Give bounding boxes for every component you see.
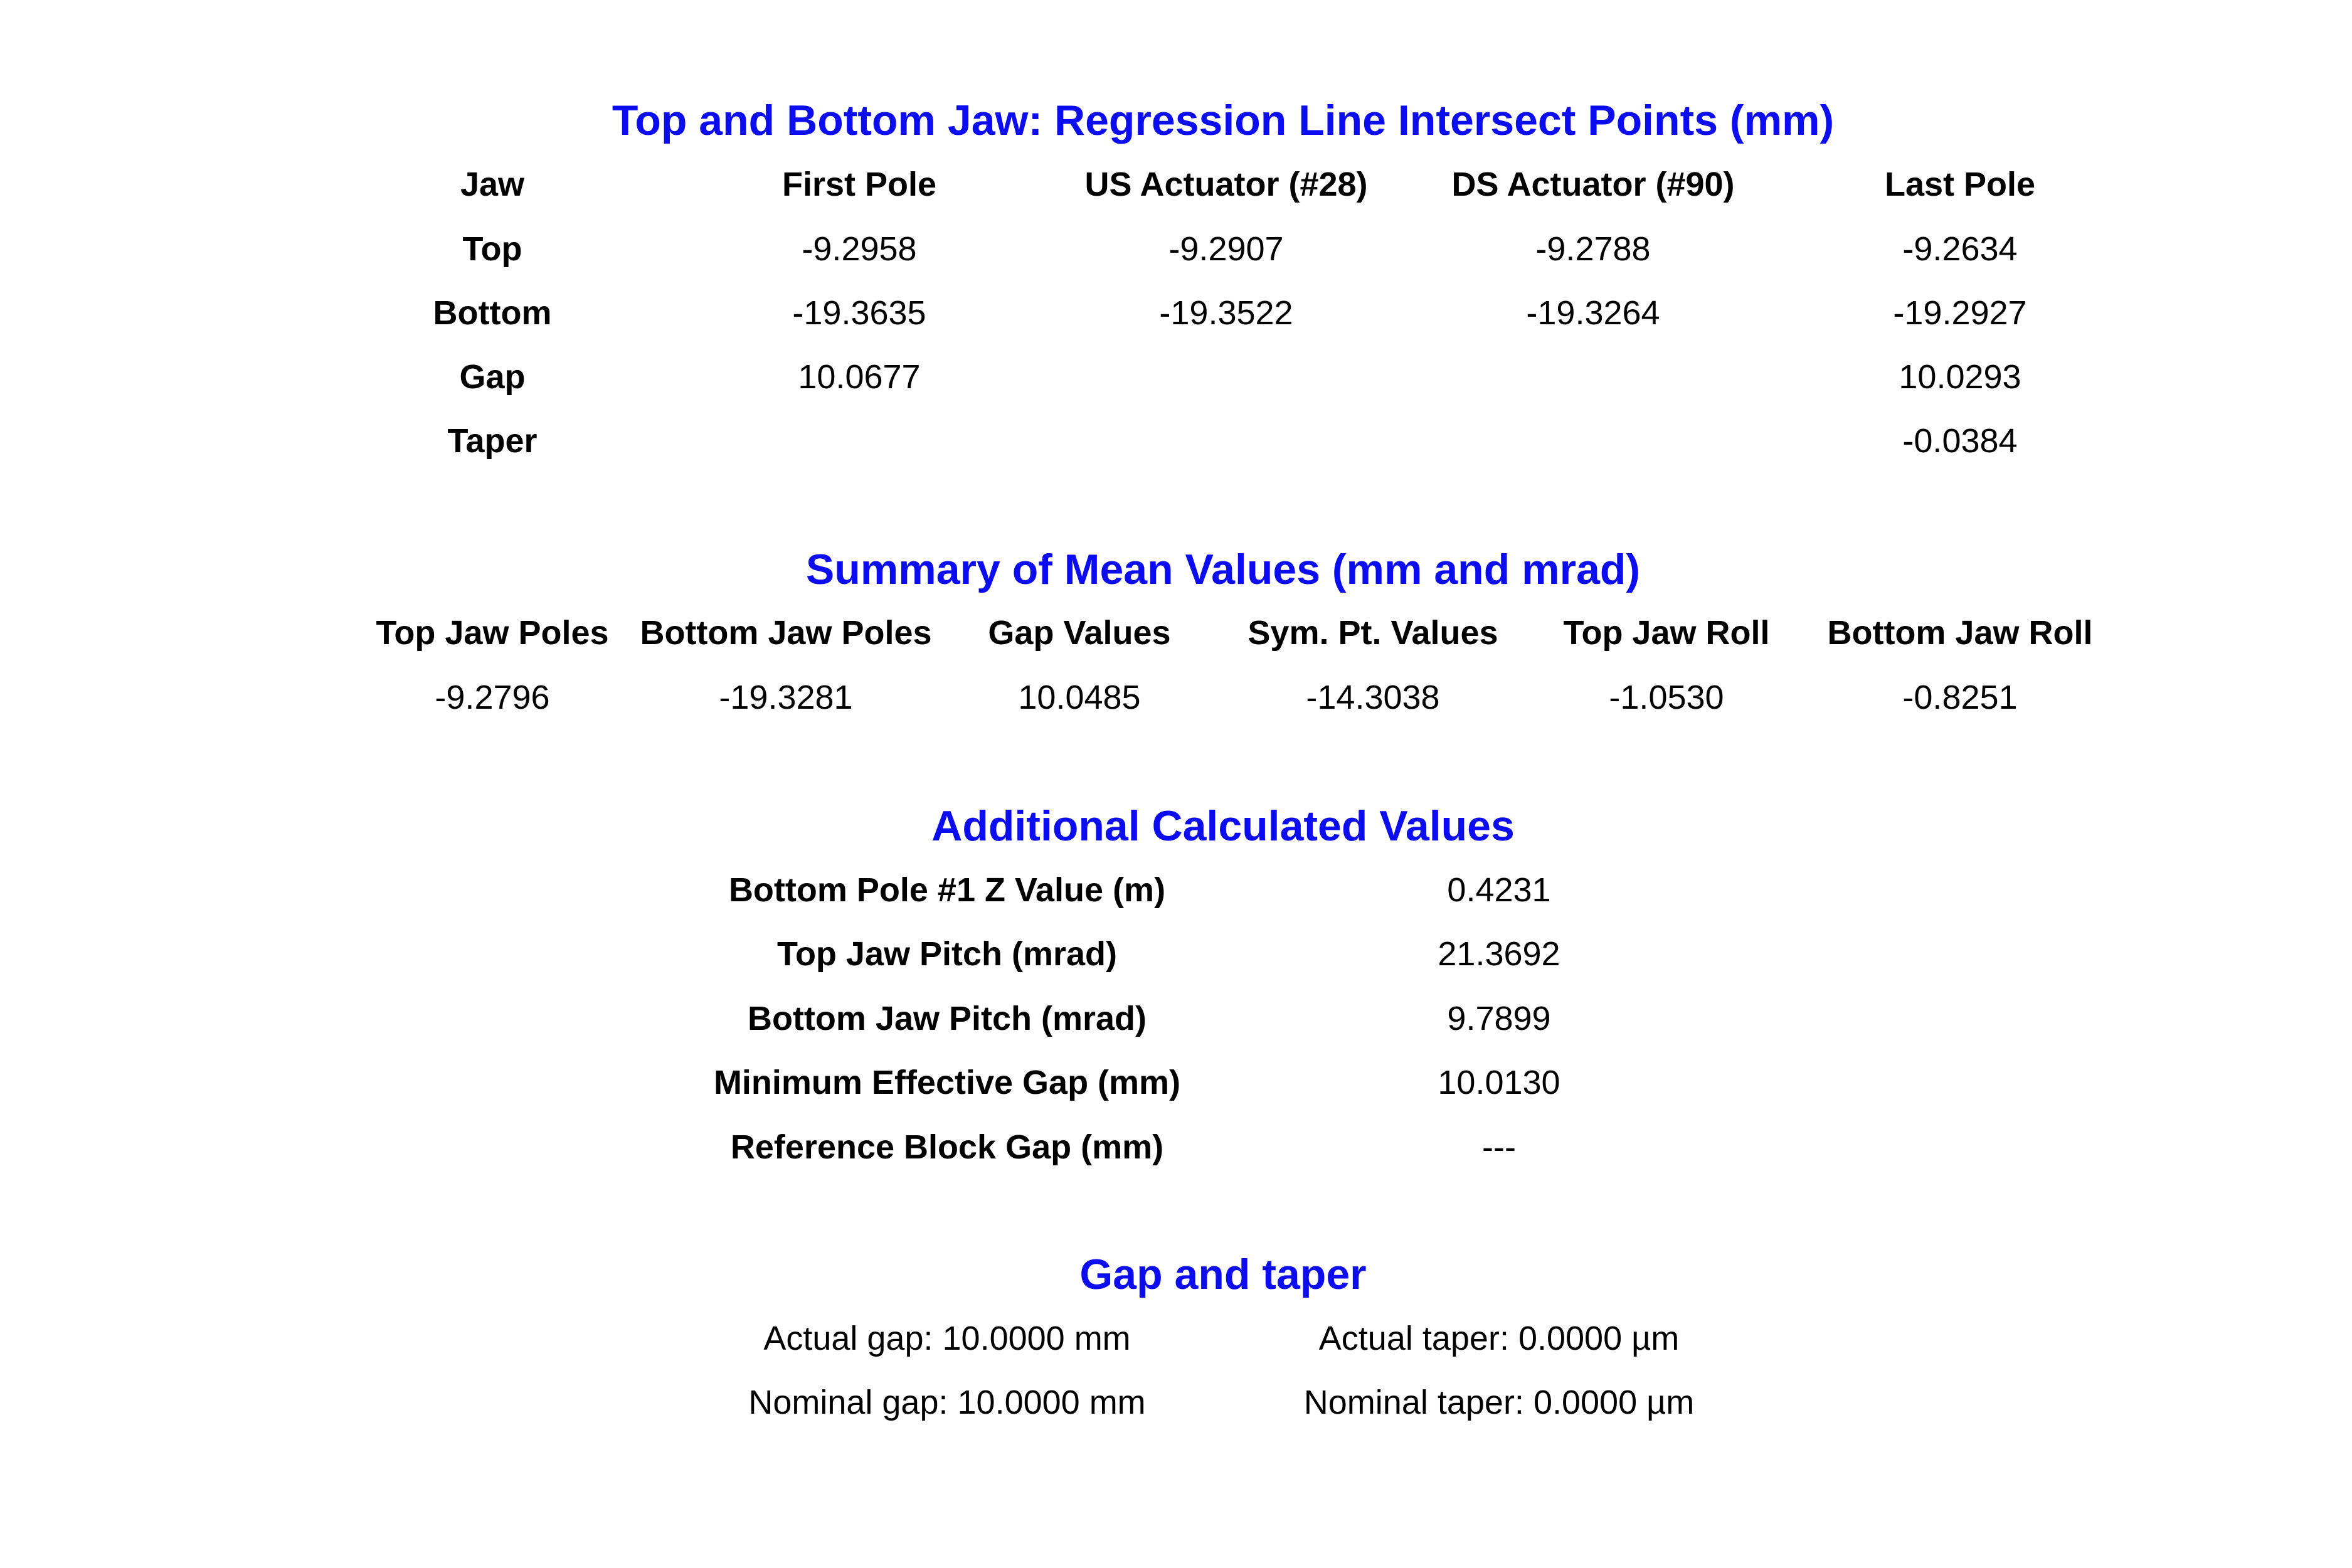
additional-label-top-jaw-pitch: Top Jaw Pitch (mrad) bbox=[776, 935, 1118, 973]
header-top-jaw-roll: Top Jaw Roll bbox=[1563, 614, 1770, 652]
header-top-jaw-poles: Top Jaw Poles bbox=[376, 614, 609, 652]
table-cell: -14.3038 bbox=[1306, 679, 1440, 716]
nominal-taper-text: Nominal taper: 0.0000 µm bbox=[1303, 1384, 1695, 1421]
table-cell: -19.3635 bbox=[792, 294, 926, 332]
row-label-gap: Gap bbox=[459, 358, 526, 396]
table-cell: -0.8251 bbox=[1902, 679, 2018, 716]
additional-label-reference-block-gap: Reference Block Gap (mm) bbox=[730, 1128, 1164, 1166]
additional-value: --- bbox=[1482, 1128, 1516, 1166]
additional-value: 0.4231 bbox=[1447, 871, 1551, 909]
additional-value: 10.0130 bbox=[1438, 1064, 1560, 1101]
additional-title: Additional Calculated Values bbox=[931, 802, 1515, 850]
actual-gap-text: Actual gap: 10.0000 mm bbox=[763, 1320, 1131, 1357]
header-last-pole: Last Pole bbox=[1884, 166, 2036, 203]
header-bottom-jaw-poles: Bottom Jaw Poles bbox=[640, 614, 932, 652]
table-cell: -19.3281 bbox=[719, 679, 853, 716]
table-cell: -1.0530 bbox=[1609, 679, 1724, 716]
additional-label-min-effective-gap: Minimum Effective Gap (mm) bbox=[713, 1064, 1181, 1101]
header-jaw: Jaw bbox=[460, 166, 525, 203]
additional-value: 21.3692 bbox=[1438, 935, 1560, 973]
additional-value: 9.7899 bbox=[1447, 1000, 1551, 1037]
table-cell: -9.2907 bbox=[1168, 230, 1284, 268]
table-cell: -0.0384 bbox=[1902, 422, 2018, 460]
additional-label-bottom-jaw-pitch: Bottom Jaw Pitch (mrad) bbox=[747, 1000, 1147, 1037]
table-cell: -9.2634 bbox=[1902, 230, 2018, 268]
intersect-title: Top and Bottom Jaw: Regression Line Intersect Points (mm) bbox=[612, 97, 1835, 144]
header-gap-values: Gap Values bbox=[988, 614, 1171, 652]
header-us-actuator: US Actuator (#28) bbox=[1084, 166, 1368, 203]
header-ds-actuator: DS Actuator (#90) bbox=[1451, 166, 1735, 203]
table-cell: -19.2927 bbox=[1893, 294, 2027, 332]
header-first-pole: First Pole bbox=[781, 166, 937, 203]
row-label-bottom: Bottom bbox=[433, 294, 552, 332]
summary-title: Summary of Mean Values (mm and mrad) bbox=[805, 546, 1641, 593]
table-cell: -9.2796 bbox=[435, 679, 550, 716]
table-cell: -19.3522 bbox=[1159, 294, 1293, 332]
additional-label-bottom-pole-z: Bottom Pole #1 Z Value (m) bbox=[728, 871, 1166, 909]
header-sym-pt-values: Sym. Pt. Values bbox=[1248, 614, 1498, 652]
row-label-top: Top bbox=[462, 230, 522, 268]
table-cell: 10.0293 bbox=[1899, 358, 2021, 396]
table-cell: -9.2788 bbox=[1535, 230, 1651, 268]
gap-taper-title: Gap and taper bbox=[1079, 1251, 1367, 1298]
nominal-gap-text: Nominal gap: 10.0000 mm bbox=[748, 1384, 1146, 1421]
table-cell: -19.3264 bbox=[1526, 294, 1660, 332]
table-cell: -9.2958 bbox=[802, 230, 917, 268]
table-cell: 10.0485 bbox=[1018, 679, 1141, 716]
row-label-taper: Taper bbox=[447, 422, 538, 460]
header-bottom-jaw-roll: Bottom Jaw Roll bbox=[1827, 614, 2093, 652]
actual-taper-text: Actual taper: 0.0000 µm bbox=[1318, 1320, 1680, 1357]
table-cell: 10.0677 bbox=[798, 358, 921, 396]
